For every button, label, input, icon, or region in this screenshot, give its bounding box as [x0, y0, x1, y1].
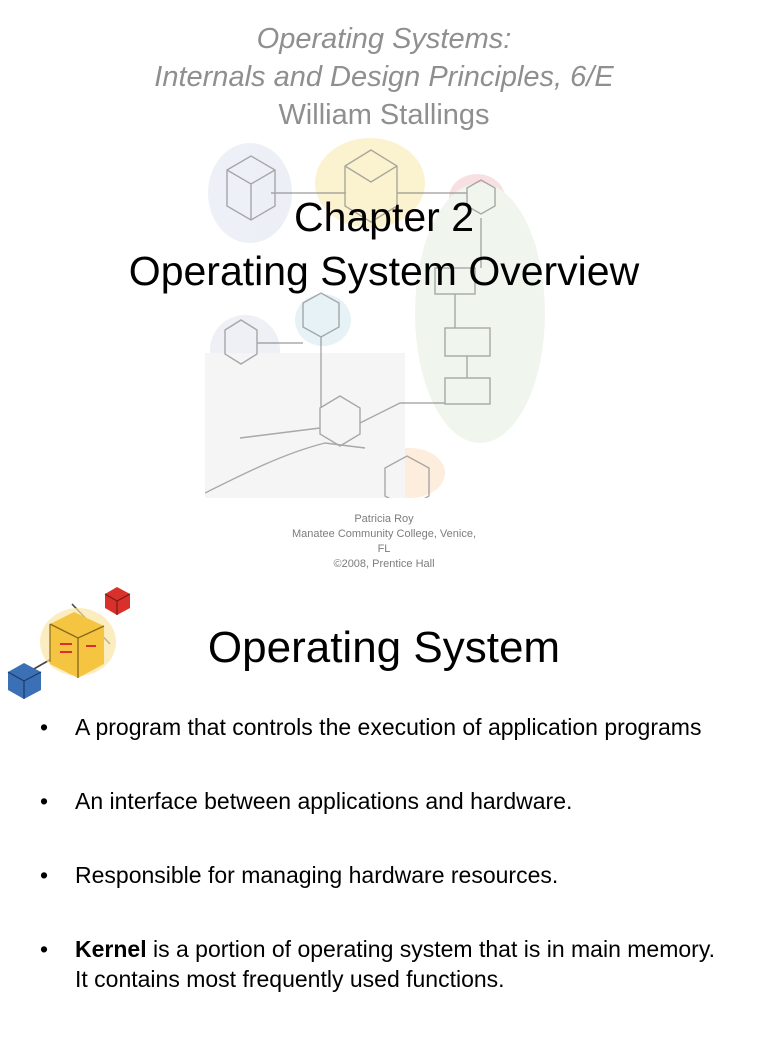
chapter-title [0, 190, 768, 298]
bullet-item [40, 786, 730, 816]
bullet-dot: • [40, 788, 49, 814]
slide-title: Operating System [207, 623, 561, 672]
bullet-text: is a portion of operating system that is in main memory. It contains most frequently used functions. [75, 936, 716, 992]
bullet-text: Responsible for managing hardware resources. [75, 862, 559, 888]
book-title [0, 20, 768, 134]
kernel-term: Kernel [75, 936, 147, 962]
bullet-dot: • [40, 714, 49, 740]
chapter-name: Operating System Overview [128, 248, 640, 294]
bullet-item [40, 934, 730, 994]
credits-location: FL [377, 543, 391, 555]
content-slide [0, 584, 768, 1024]
bullet-list [40, 712, 730, 1038]
credits-copyright: ©2008, Prentice Hall [333, 558, 435, 570]
credits-block [0, 512, 768, 572]
bullet-text: An interface between applications and hardware. [75, 788, 573, 814]
book-title-line1: Operating Systems: [256, 23, 512, 55]
bullet-dot: • [40, 936, 49, 962]
credits-presenter: Patricia Roy [354, 513, 414, 525]
chapter-number: Chapter 2 [293, 194, 475, 240]
author-name: William Stallings [278, 99, 490, 131]
bullet-item [40, 712, 730, 742]
bullet-text: A program that controls the execution of application programs [75, 714, 702, 740]
book-title-line2: Internals and Design Principles, 6/E [154, 61, 614, 93]
bullet-item [40, 860, 730, 890]
bullet-dot: • [40, 862, 49, 888]
credits-institution: Manatee Community College, Venice, [291, 528, 477, 540]
